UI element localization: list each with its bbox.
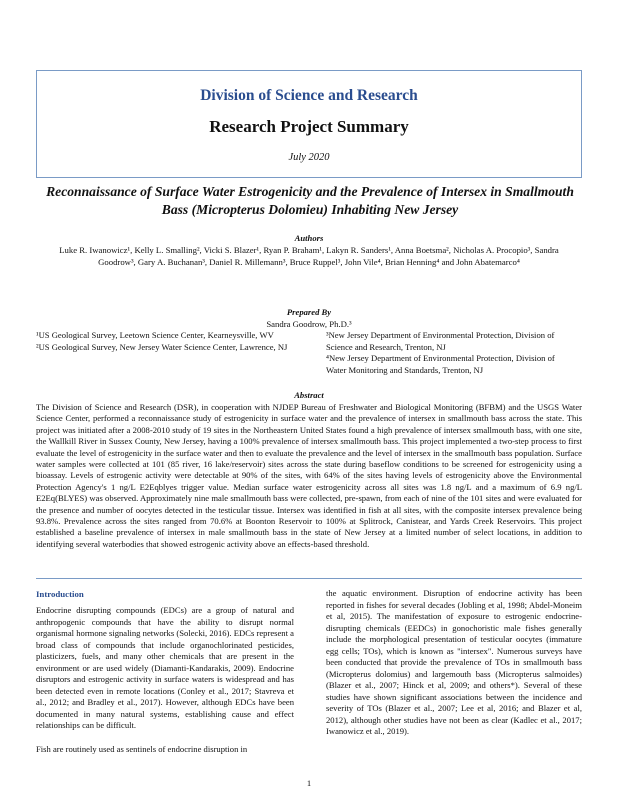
intro-right-column — [326, 588, 582, 738]
prepared-by-label: Prepared By — [286, 307, 332, 317]
affiliation-4: ⁴New Jersey Department of Environmental Protection, Division of Water Monitoring and Standards, Trenton, NJ — [326, 353, 555, 375]
intro-left-column — [36, 605, 294, 755]
intro-paragraph-2: Fish are routinely used as sentinels of endocrine disruption in — [36, 743, 248, 754]
affiliation-2: ²US Geological Survey, New Jersey Water Science Center, Lawrence, NJ — [36, 341, 288, 352]
division-name: Division of Science and Research — [200, 87, 418, 104]
abstract-label: Abstract — [294, 390, 324, 400]
intro-paragraph-1: Endocrine disrupting compounds (EDCs) are a group of natural and anthropogenic compounds that have the ability to disrupt normal organismal hormone signaling networks (Solecki, 2016). EDCs represent a broad class of compounds that include organochlorinated pesticides, plasticizers, fuels, and many other chemicals that are present in the environment or are used widely (Diamanti-Kandarakis, 2009). Endocrine disruptors and estrogenic activity in surface waters is widespread and has been detected even in remote locations (Conley et al., 2017; Stavreva et al., 2012; and Bradley et al., 2017). However, although EDCs have been documented in many natural systems, establishing cause and effect relationships can be difficult. — [36, 605, 294, 730]
affiliations-right — [326, 330, 576, 376]
publication-date: July 2020 — [288, 152, 330, 163]
document-heading: Research Project Summary — [209, 117, 409, 136]
affiliation-1: ¹US Geological Survey, Leetown Science Center, Kearneysville, WV — [36, 330, 274, 340]
page-number: 1 — [306, 778, 312, 788]
report-title: Reconnaissance of Surface Water Estrogenicity and the Prevalence of Intersex in Smallmouth Bass (Micropterus Dolomieu) Inhabiting New Jersey — [46, 184, 574, 217]
intro-paragraph-3: the aquatic environment. Disruption of endocrine activity has been reported in fishes for several decades (Jobling et al, 1998; Abdel-Moneim et al, 2015). The manifestation of exposure to estrogenic endocrine-disrupting chemicals (EEDCs) in gonochoristic male fishes generally include the morphological presentation of testicular oocytes (immature egg cells; TOs), which is known as "intersex". Numerous surveys have been conducted that provide the prevalence of TOs in smallmouth bass (Micropterus dolomius) and largemouth bass (Micropterus salmoides) (Blazer et al., 2007; Hinck et al, 2009; and others*). Several of these studies have shown significant associations between the incidence and severity of TOs (Blazer et al., 2007; Lee et al, 2016; and Blazer et al, 2012), although other studies have not been as clear (Kadlec et al., 2017; Iwanowicz et al., 2019). — [326, 588, 582, 736]
affiliations-left — [36, 330, 291, 353]
prepared-by-name: Sandra Goodrow, Ph.D.³ — [266, 319, 352, 329]
introduction-heading: Introduction — [36, 589, 84, 599]
affiliation-3: ³New Jersey Department of Environmental Protection, Division of Science and Research, Trenton, NJ — [326, 330, 555, 352]
abstract-text: The Division of Science and Research (DSR), in cooperation with NJDEP Bureau of Freshwater and Biological Monitoring (BFBM) and the USGS Water Science Center, performed a reconnaissance study of estrogenicity in surface water and the prevalence of intersex in smallmouth bass across the state. This project was initiated after a 2008-2010 study of 19 sites in the Northeastern United States found a high prevalence of intersex smallmouth bass, with one site, the Wallkill River in Sussex County, New Jersey, having a 100% prevalence of intersex smallmouth bass. This project implemented a two-step process to first evaluate the level of estrogenicity in the surface water and then to evaluate the prevalence and the level of intersex in the smallmouth bass population. Surface water samples were collected at 101 (85 river, 16 lake/reservoir) sites across the state during baseflow conditions to be screened for estrogenicity using a bioassay. Levels of estrogenic activity were detectable at 90% of the sites, with 64% of the sites having levels of estrogenicity above the Environmental Protection Agency's 1 ng/L E2Eqblyes trigger value. Median surface water estrogenicity across all sites was 1.8 ng/L and a maximum of 6.9 ng/L E2Eq(BLYES) was observed. Approximately nine male smallmouth bass were collected, pre-spawn, from each of nine of the 101 sites and were evaluated for the presence and number of oocytes detected in the testicular tissue. Intersex was identified in fish at all sites, with the composite intersex prevalence being 93.8%. Prevalence across the sites ranged from 70.6% at Boonton Reservoir to 100% at Splitrock, Canistear, and Yards Creek Reservoirs. This project established a baseline prevalence of intersex in male smallmouth bass in the state of New Jersey at a limited number of select locations, in addition to identifying several waterbodies that showed estrogenic activity above an effects-based threshold. — [36, 402, 582, 549]
section-divider — [36, 578, 582, 579]
header-banner — [36, 70, 582, 178]
authors-list: Luke R. Iwanowicz¹, Kelly L. Smalling², Vicki S. Blazer¹, Ryan P. Braham¹, Lakyn R. Sanders¹, Anna Boetsma², Nicholas A. Procopio³, Sandra Goodrow³, Gary A. Buchanan³, Daniel R. Millemann³, Bruce Ruppel³, John Vile⁴, Brian Henning⁴ and John Abatemarco⁴ — [59, 245, 559, 267]
authors-label: Authors — [294, 233, 324, 243]
